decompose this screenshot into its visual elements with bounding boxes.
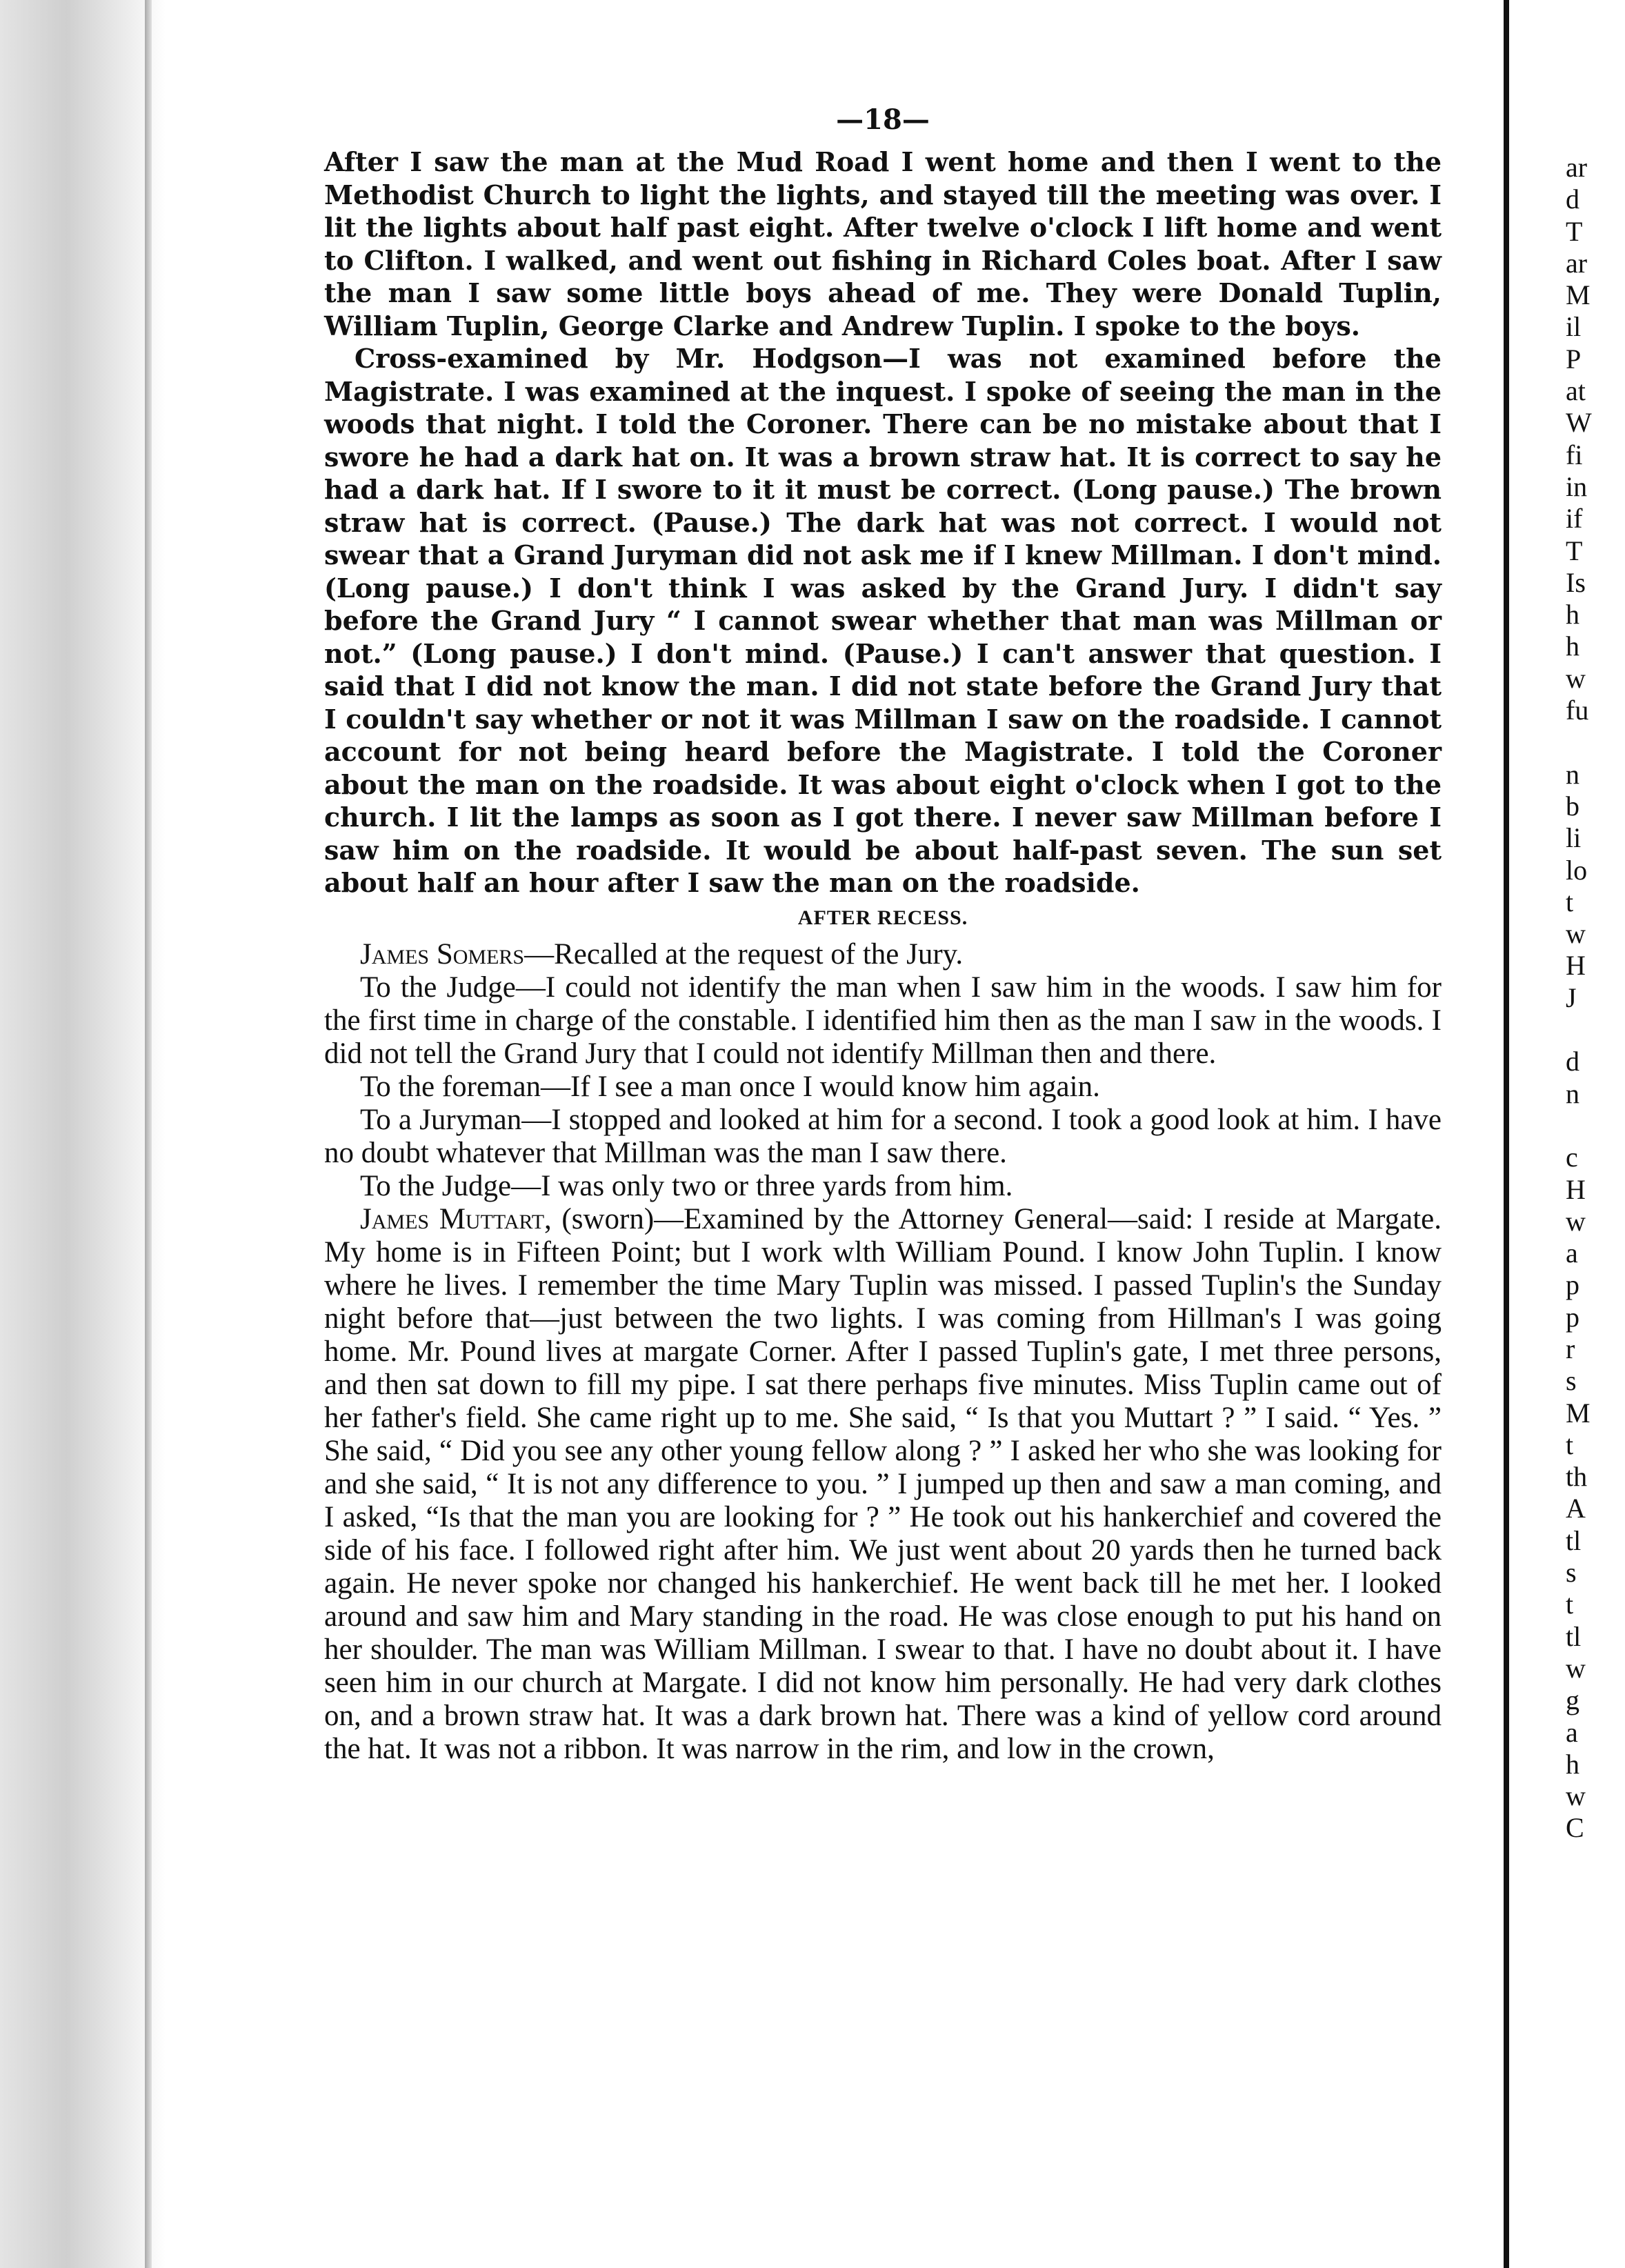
adjacent-fragment-line: ar [1566,152,1588,183]
adjacent-fragment-line: w [1566,662,1586,694]
adjacent-fragment-line: w [1566,1780,1586,1812]
adjacent-fragment-line: c [1566,1142,1578,1173]
paragraph-testimony-somers-1: After I saw the man at the Mud Road I went home and then I went to the Methodist Church to light the lights, and stayed till the meeting was over. I lit the lights about half past eight. After twelve o'clock I lift home and went to Clifton. I walked, and went out fishing in Richard Coles boat. After I saw the man I saw some little boys ahead of me. They were Donald Tuplin, William Tuplin, George Clarke and Andrew Tuplin. I spoke to the boys. [324,146,1442,341]
adjacent-fragment-line: p [1566,1301,1579,1333]
adjacent-fragment-line: tl [1566,1620,1582,1652]
adjacent-fragment-line: s [1566,1557,1577,1589]
adjacent-fragment-line: A [1566,1493,1586,1524]
adjacent-fragment-line: M [1566,279,1591,311]
scan-binding-shadow [0,0,166,2268]
adjacent-fragment-line: t [1566,1429,1574,1460]
adjacent-fragment-line: C [1566,1812,1584,1844]
adjacent-fragment-line: lo [1566,854,1588,886]
paragraph-muttart-testimony [324,1203,1442,1766]
adjacent-fragment-line: P [1566,343,1582,375]
adjacent-fragment-line: if [1566,503,1583,535]
adjacent-fragment-line: s [1566,1365,1577,1397]
adjacent-fragment-line: t [1566,886,1574,917]
adjacent-fragment-line: W [1566,407,1592,439]
scan-binding-edge [145,0,152,2268]
section-heading: AFTER RECESS. [797,906,968,929]
paragraph-to-the-foreman: To the foreman—If I see a man once I would know him again. [360,1070,1100,1103]
adjacent-fragment-line: H [1566,950,1586,982]
adjacent-fragment-line: a [1566,1716,1578,1748]
adjacent-page-fragment [1566,152,1625,1844]
adjacent-fragment-line [1566,1110,1625,1142]
witness-name-muttart: James Muttart, [360,1202,552,1235]
adjacent-fragment-line: n [1566,758,1579,790]
adjacent-fragment-line: b [1566,790,1579,822]
adjacent-fragment-line: J [1566,982,1577,1013]
adjacent-fragment-line: a [1566,1237,1578,1269]
adjacent-fragment-line: g [1566,1684,1579,1716]
adjacent-fragment-line: T [1566,215,1583,247]
adjacent-fragment-line: t [1566,1589,1574,1620]
document-page [324,103,1442,1766]
page-separator-rule [1504,0,1509,2268]
adjacent-fragment-line: fu [1566,695,1589,726]
adjacent-fragment-line: d [1566,1046,1579,1077]
adjacent-fragment-line: fi [1566,439,1583,470]
adjacent-fragment-line: th [1566,1461,1588,1493]
adjacent-fragment-line: h [1566,1748,1579,1780]
adjacent-fragment-line: in [1566,470,1588,502]
adjacent-fragment-line: li [1566,822,1582,854]
adjacent-fragment-line [1566,1014,1625,1046]
witness-name-somers: James Somers [360,937,525,971]
adjacent-fragment-line [1566,726,1625,758]
adjacent-fragment-line: p [1566,1269,1579,1301]
adjacent-fragment-line: h [1566,630,1579,662]
adjacent-fragment-line: H [1566,1173,1586,1205]
paragraph-to-the-judge-2: To the Judge—I was only two or three yards from him. [360,1169,1013,1202]
adjacent-fragment-line: Is [1566,566,1586,598]
adjacent-fragment-line: M [1566,1397,1591,1429]
muttart-testimony-text: (sworn)—Examined by the Attorney General—said: I reside at Margate. My home is in Fifteen Point; but I work wlth William Pound. I know John Tuplin. I know where he lives. I remember the time Mary Tuplin was missed. I passed Tuplin's the Sunday night before that—just between the two lights. I was coming from Hillman's I was going home. Mr. Pound lives at margate Corner. After I passed Tuplin's gate, I met three persons, and then sat down to fill my pipe. I sat there perhaps five minutes. Miss Tuplin came out of her father's field. She came right up to me. She said, “ Is that you Muttart ? ” I said. “ Yes. ” She said, “ Did you see any other young fellow along ? ” I asked her who she was looking for and she said, “ It is not any difference to you. ” I jumped up then and saw a man coming, and I asked, “Is that the man you are looking for ? ” He took out his hankerchief and covered the side of his face. I followed right after him. We just went about 20 yards then he turned back again. He never spoke nor changed his hankerchief. He went back till he met her. I looked around and saw him and Mary standing in the road. He was close enough to put his hand on her shoulder. The man was William Millman. I swear to that. I have no doubt about it. I have seen him in our church at Margate. I did not know him personally. He had very dark clothes on, and a brown straw hat. It was a dark brown hat. There was a kind of yellow cord around the hat. It was not a ribbon. It was narrow in the rim, and low in the crown, [324,1202,1442,1765]
adjacent-fragment-line: il [1566,311,1582,343]
somers-recalled-text: —Recalled at the request of the Jury. [524,937,964,971]
adjacent-fragment-line: w [1566,1205,1586,1237]
adjacent-fragment-line: d [1566,183,1579,215]
paragraph-to-the-judge: To the Judge—I could not identify the man when I saw him in the woods. I saw him for the first time in charge of the constable. I identified him then as the man I saw in the woods. I did not tell the Grand Jury that I could not identify Millman then and there. [324,971,1442,1070]
adjacent-fragment-line: h [1566,599,1579,630]
page-number: —18— [836,103,930,136]
adjacent-fragment-line: n [1566,1077,1579,1109]
paragraph-somers-recalled [324,938,1442,971]
adjacent-fragment-line: tl [1566,1524,1582,1556]
paragraph-to-a-juryman: To a Juryman—I stopped and looked at him for a second. I took a good look at him. I have no doubt whatever that Millman was the man I saw there. [324,1103,1442,1169]
paragraph-cross-examination: Cross-examined by Mr. Hodgson—I was not examined before the Magistrate. I was examined at the inquest. I spoke of seeing the man in the woods that night. I told the Coroner. There can be no mistake about that I swore he had a dark hat on. It was a brown straw hat. It is correct to say he had a dark hat. If I swore to it it must be correct. (Long pause.) The brown straw hat is correct. (Pause.) The dark hat was not correct. I would not swear that a Grand Juryman did not ask me if I knew Millman. I don't mind. (Long pause.) I don't think I was asked by the Grand Jury. I didn't say before the Grand Jury “ I cannot swear whether that man was Millman or not.” (Long pause.) I don't mind. (Pause.) I can't answer that question. I said that I did not know the man. I did not state before the Grand Jury that I couldn't say whether or not it was Millman I saw on the roadside. I cannot account for not being heard before the Magistrate. I told the Coroner about the man on the roadside. It was about eight o'clock when I got to the church. I lit the lamps as soon as I got there. I never saw Millman before I saw him on the roadside. It would be about half-past seven. The sun set about half an hour after I saw the man on the roadside. [324,343,1442,898]
adjacent-fragment-line: w [1566,1652,1586,1684]
adjacent-fragment-line: at [1566,375,1586,407]
adjacent-fragment-line: T [1566,535,1583,566]
adjacent-fragment-line: r [1566,1333,1575,1364]
adjacent-fragment-line: w [1566,918,1586,950]
adjacent-fragment-line: ar [1566,247,1588,279]
